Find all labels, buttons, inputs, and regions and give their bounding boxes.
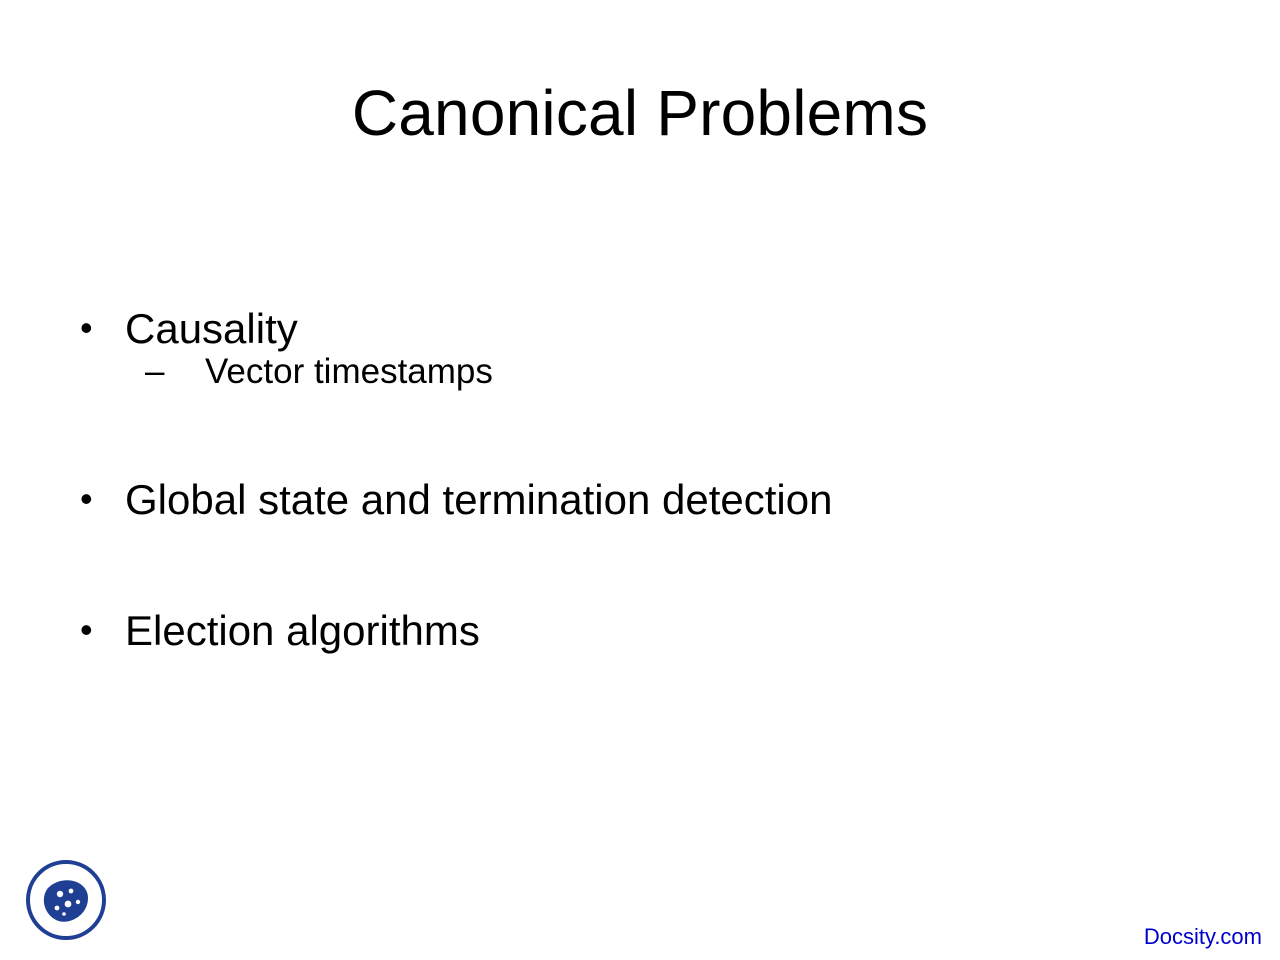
- list-item: [70, 305, 1220, 352]
- list-item-label: Causality: [125, 305, 298, 352]
- docsity-logo-icon: [24, 858, 108, 942]
- dash-marker-icon: –: [145, 352, 165, 392]
- page-title: Canonical Problems: [351, 77, 929, 149]
- list-spacer: [70, 392, 1220, 476]
- list-item: [70, 476, 1220, 523]
- bullet-list: [70, 305, 1220, 654]
- list-item-label: Election algorithms: [125, 607, 480, 655]
- bullet-marker-icon: •: [80, 307, 93, 348]
- list-item: [70, 352, 1220, 392]
- bullet-marker-icon: •: [80, 478, 93, 520]
- watermark-label: Docsity.com: [1143, 924, 1262, 949]
- list-item-label: Vector timestamps: [205, 352, 493, 392]
- list-spacer: [70, 523, 1220, 607]
- list-item-label: Global state and termination detection: [125, 476, 833, 524]
- bullet-marker-icon: •: [80, 609, 93, 651]
- list-item: [70, 607, 1220, 654]
